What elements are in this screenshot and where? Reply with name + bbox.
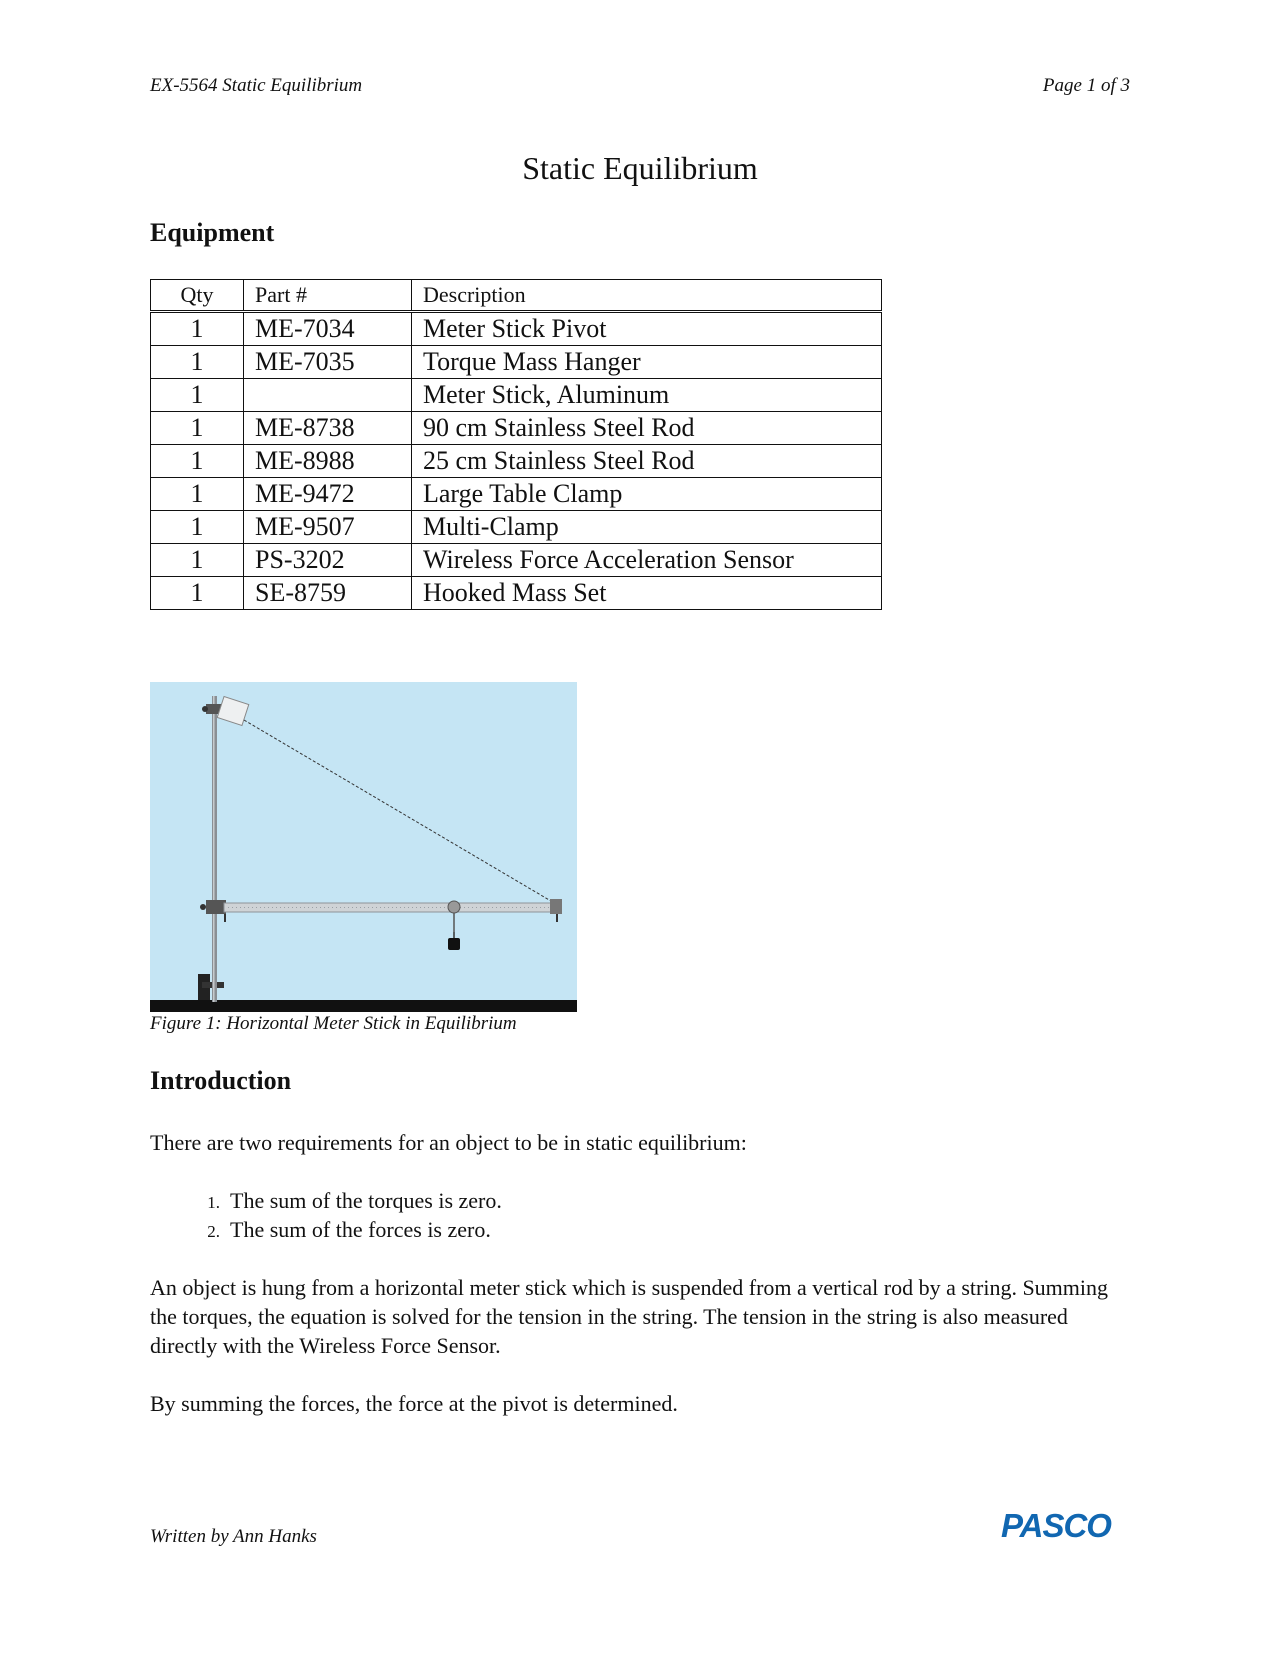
description-cell: 25 cm Stainless Steel Rod (412, 445, 882, 478)
meter-stick (224, 903, 558, 912)
description-cell: Meter Stick, Aluminum (412, 379, 882, 412)
table-row (151, 544, 882, 577)
equilibrium-apparatus-photo (150, 682, 577, 1012)
part-cell: PS-3202 (244, 544, 412, 577)
qty-cell: 1 (151, 577, 244, 610)
apparatus-illustration (150, 682, 577, 1012)
part-cell (244, 379, 412, 412)
part-cell: ME-7035 (244, 346, 412, 379)
list-text: The sum of the forces is zero. (230, 1217, 491, 1242)
table-row (151, 412, 882, 445)
column-header-part: Part # (244, 280, 412, 312)
document-title: Static Equilibrium (522, 150, 758, 186)
description-cell: Multi-Clamp (412, 511, 882, 544)
qty-cell: 1 (151, 544, 244, 577)
table-row (151, 511, 882, 544)
introduction-heading: Introduction (150, 1066, 292, 1095)
header-document-id: EX-5564 Static Equilibrium (150, 75, 363, 96)
intro-paragraph: There are two requirements for an object to be in static equilibrium: (150, 1130, 747, 1155)
part-cell: ME-9472 (244, 478, 412, 511)
equipment-heading: Equipment (150, 218, 275, 247)
qty-cell: 1 (151, 478, 244, 511)
column-header-description: Description (412, 280, 882, 312)
footer-author: Written by Ann Hanks (150, 1526, 317, 1547)
intro-paragraph: By summing the forces, the force at the pivot is determined. (150, 1391, 678, 1416)
table-row (151, 478, 882, 511)
qty-cell: 1 (151, 445, 244, 478)
part-cell: SE-8759 (244, 577, 412, 610)
qty-cell: 1 (151, 312, 244, 346)
table-row (151, 312, 882, 346)
description-cell: Wireless Force Acceleration Sensor (412, 544, 882, 577)
header-page-number: Page 1 of 3 (1042, 75, 1130, 96)
qty-cell: 1 (151, 346, 244, 379)
mass-hanger (448, 901, 460, 913)
description-cell: Torque Mass Hanger (412, 346, 882, 379)
table-row (151, 379, 882, 412)
table-row (151, 445, 882, 478)
part-cell: ME-9507 (244, 511, 412, 544)
pasco-logo-text: PASCO (1001, 1509, 1111, 1541)
description-cell: Large Table Clamp (412, 478, 882, 511)
table-header-row (151, 280, 882, 312)
description-cell: 90 cm Stainless Steel Rod (412, 412, 882, 445)
table-row (151, 346, 882, 379)
description-cell: Meter Stick Pivot (412, 312, 882, 346)
qty-cell: 1 (151, 511, 244, 544)
figure-caption: Figure 1: Horizontal Meter Stick in Equilibrium (150, 1013, 517, 1034)
qty-cell: 1 (151, 412, 244, 445)
list-text: The sum of the torques is zero. (230, 1188, 502, 1213)
pasco-logo (984, 1509, 1128, 1541)
intro-paragraph: An object is hung from a horizontal meter stick which is suspended from a vertical rod by a string. Summing the torques, the equation is solved for the tension in the string. The tension in the string is also measured directly with the Wireless Force Sensor. (150, 1275, 1109, 1358)
part-cell: ME-8738 (244, 412, 412, 445)
equipment-table (150, 279, 882, 610)
list-item (150, 1215, 491, 1246)
list-item (150, 1186, 502, 1217)
part-cell: ME-7034 (244, 312, 412, 346)
qty-cell: 1 (151, 379, 244, 412)
description-cell: Hooked Mass Set (412, 577, 882, 610)
part-cell: ME-8988 (244, 445, 412, 478)
end-clamp (550, 899, 562, 914)
column-header-qty: Qty (151, 280, 244, 312)
table-row (151, 577, 882, 610)
pivot-clamp (206, 900, 226, 914)
list-number: 1. (207, 1193, 220, 1212)
list-number: 2. (207, 1222, 220, 1241)
hooked-mass (448, 938, 460, 950)
